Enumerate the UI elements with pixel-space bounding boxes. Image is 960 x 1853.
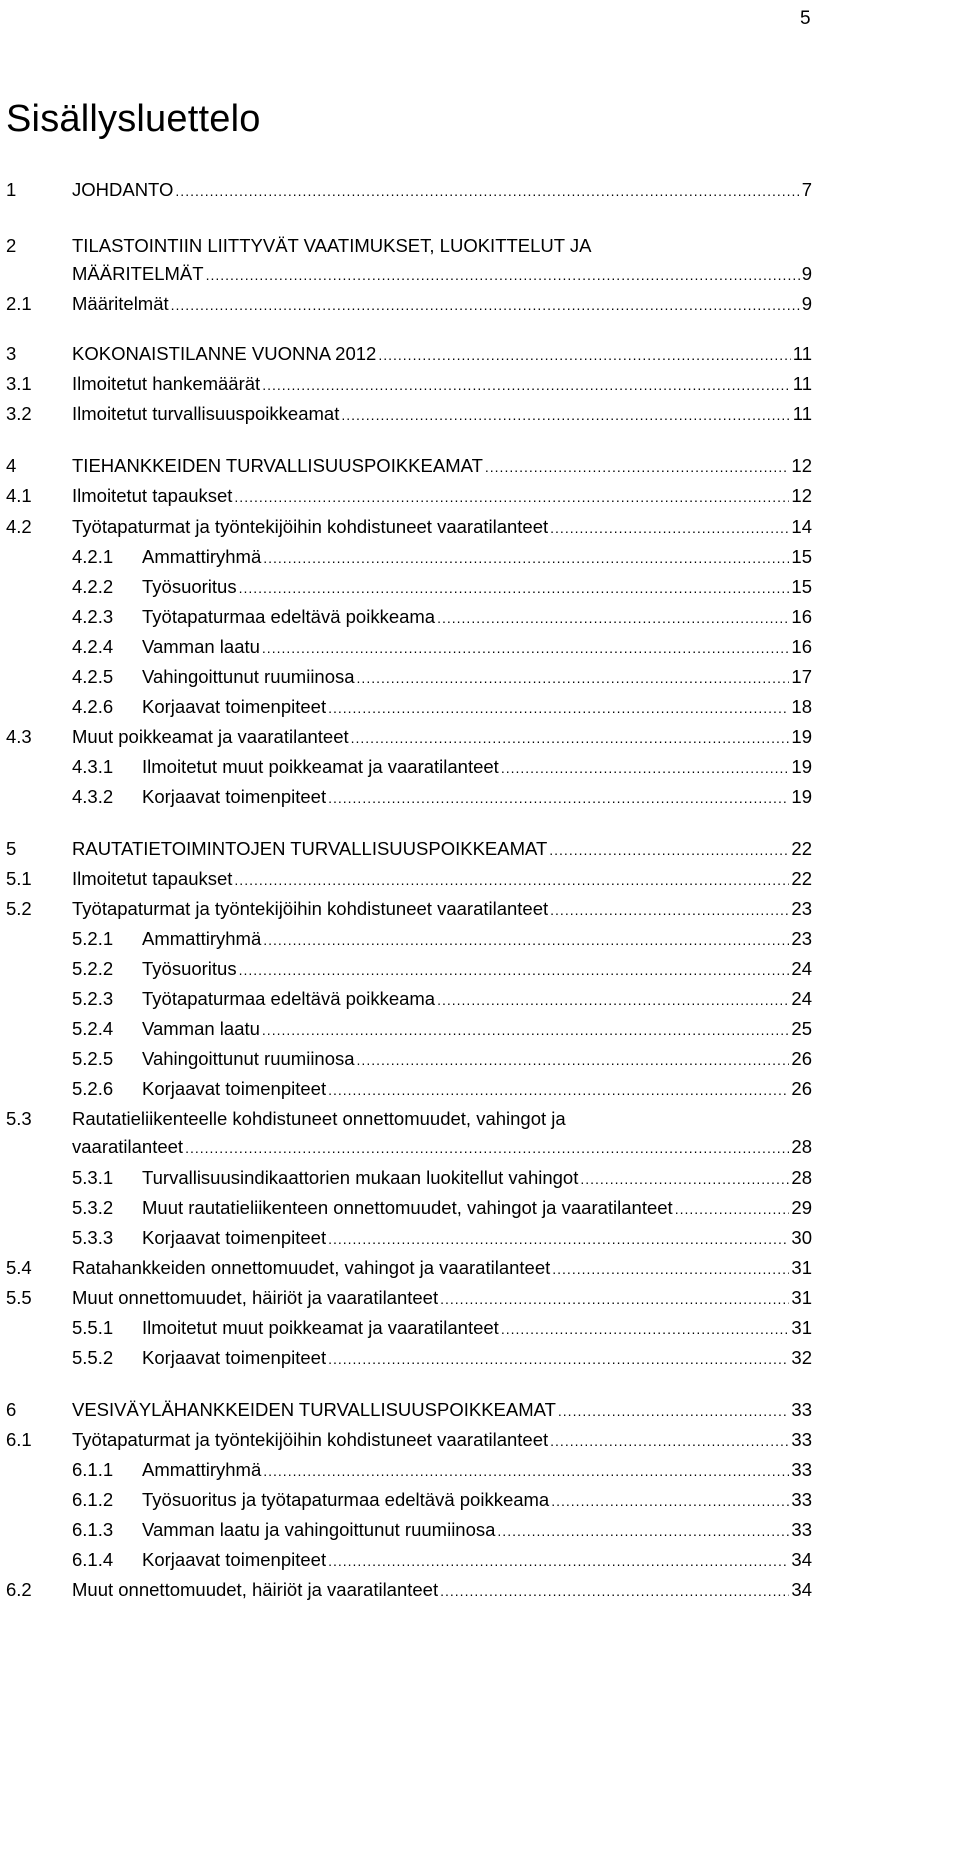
toc-entry-title: Ilmoitetut tapaukset — [72, 485, 233, 506]
toc-entry-line — [142, 573, 812, 602]
toc-entry-number: 4.2.2 — [72, 576, 114, 597]
toc-entry-title: VESIVÄYLÄHANKKEIDEN TURVALLISUUSPOIKKEAMAT — [72, 1399, 556, 1420]
toc-entry-number: 3.1 — [6, 373, 32, 394]
toc-entry-line — [142, 985, 812, 1014]
toc-entry-number: 5.3.2 — [72, 1197, 114, 1218]
toc-entry-number: 4.2.1 — [72, 546, 114, 567]
toc-entry-number: 4.2.6 — [72, 696, 114, 717]
toc-entry-title: Työtapaturmaa edeltävä poikkeama — [142, 988, 436, 1009]
toc-entry-page: 31 — [791, 1287, 812, 1308]
toc-entry-page: 11 — [792, 373, 812, 394]
toc-entry-page: 33 — [791, 1429, 812, 1450]
toc-entry-line — [72, 1426, 812, 1455]
toc-entry[interactable] — [0, 1224, 812, 1252]
toc-entry-number: 6.1.2 — [72, 1489, 114, 1510]
toc-entry-line — [72, 1254, 812, 1283]
toc-entry-line — [72, 290, 812, 319]
toc-entry[interactable] — [0, 340, 812, 368]
toc-entry-line — [72, 176, 812, 205]
toc-entry[interactable] — [0, 1456, 812, 1484]
dot-leader — [580, 1165, 789, 1193]
toc-entry-number: 6.1.4 — [72, 1549, 114, 1570]
toc-entry-title: Ilmoitetut hankemäärät — [72, 373, 261, 394]
toc-entry-line — [142, 1045, 812, 1074]
toc-entry-line — [72, 895, 812, 924]
toc-entry-page: 25 — [791, 1018, 812, 1039]
toc-entry-title: Ammattiryhmä — [142, 928, 262, 949]
toc-entry-page: 33 — [791, 1519, 812, 1540]
toc-entry-number: 5.2.1 — [72, 928, 114, 949]
toc-entry-line — [142, 693, 812, 722]
dot-leader — [175, 177, 799, 205]
toc-entry-page: 28 — [791, 1136, 812, 1157]
toc-entry-line — [72, 865, 812, 894]
toc-entry-title: Ilmoitetut muut poikkeamat ja vaaratilanteet — [142, 756, 499, 777]
toc-entry-number: 4 — [6, 455, 17, 476]
toc-entry-line — [142, 1224, 812, 1253]
dot-leader — [206, 261, 800, 289]
toc-entry-line — [142, 925, 812, 954]
toc-entry[interactable] — [0, 783, 812, 811]
toc-entry-page: 33 — [791, 1399, 812, 1420]
toc-entry-title: Työtapaturmat ja työntekijöihin kohdistuneet vaaratilanteet — [72, 516, 549, 537]
toc-entry-number: 5.1 — [6, 868, 32, 889]
toc-entry-title: Vamman laatu — [142, 636, 260, 657]
dot-leader — [262, 371, 791, 399]
toc-entry[interactable] — [0, 693, 812, 721]
toc-entry[interactable] — [0, 573, 812, 601]
toc-entry-page: 26 — [791, 1078, 812, 1099]
toc-entry-title: Turvallisuusindikaattorien mukaan luokitellut vahingot — [142, 1167, 579, 1188]
toc-entry-title: Korjaavat toimenpiteet — [142, 1549, 327, 1570]
toc-entry-page: 9 — [801, 293, 812, 314]
toc-entry-number: 5.2.2 — [72, 958, 114, 979]
dot-leader — [551, 1487, 789, 1515]
toc-entry-title: Ilmoitetut turvallisuuspoikkeamat — [72, 403, 340, 424]
dot-leader — [501, 1315, 790, 1343]
toc-entry-title: Muut onnettomuudet, häiriöt ja vaaratilanteet — [72, 1287, 439, 1308]
toc-entry-page: 15 — [791, 576, 812, 597]
toc-entry-line — [72, 400, 812, 429]
toc-entry[interactable] — [0, 290, 812, 318]
toc-entry-title: Vahingoittunut ruumiinosa — [142, 666, 355, 687]
toc-entry-title: MÄÄRITELMÄT — [72, 263, 204, 284]
dot-leader — [351, 724, 790, 752]
dot-leader — [357, 664, 790, 692]
toc-entry-page: 16 — [791, 636, 812, 657]
toc-entry[interactable] — [0, 723, 812, 751]
dot-leader — [328, 1345, 789, 1373]
toc-entry-title: RAUTATIETOIMINTOJEN TURVALLISUUSPOIKKEAMAT — [72, 838, 548, 859]
toc-entry-title: JOHDANTO — [72, 179, 174, 200]
dot-leader — [550, 1427, 789, 1455]
toc-entry-title: Korjaavat toimenpiteet — [142, 1227, 327, 1248]
dot-leader — [501, 754, 790, 782]
dot-leader — [440, 1577, 789, 1605]
toc-entry-number: 4.2.3 — [72, 606, 114, 627]
toc-entry[interactable] — [0, 1284, 812, 1312]
toc-entry-page: 31 — [791, 1317, 812, 1338]
toc-entry[interactable] — [0, 1344, 812, 1372]
toc-entry-page: 24 — [791, 988, 812, 1009]
dot-leader — [234, 866, 789, 894]
toc-entry[interactable] — [0, 925, 812, 953]
toc-entry[interactable] — [0, 1254, 812, 1282]
toc-entry-line — [72, 835, 812, 864]
toc-entry-line — [72, 1396, 812, 1425]
toc-entry-page: 16 — [791, 606, 812, 627]
dot-leader — [550, 896, 789, 924]
toc-entry-title-line1: Rautatieliikenteelle kohdistuneet onnettomuudet, vahingot ja — [72, 1108, 566, 1129]
page-title: Sisällysluettelo — [6, 98, 261, 140]
dot-leader — [437, 986, 789, 1014]
toc-entry-number: 2.1 — [6, 293, 32, 314]
toc-entry[interactable] — [0, 895, 812, 923]
toc-entry-line — [72, 1133, 812, 1162]
toc-entry-number: 6 — [6, 1399, 17, 1420]
dot-leader — [185, 1134, 789, 1162]
toc-entry-line — [142, 783, 812, 812]
toc-entry-line — [142, 663, 812, 692]
toc-entry-title: Työtapaturmaa edeltävä poikkeama — [142, 606, 436, 627]
toc-entry-title: Ilmoitetut muut poikkeamat ja vaaratilanteet — [142, 1317, 499, 1338]
toc-entry[interactable] — [0, 1314, 812, 1342]
toc-entry-title: Määritelmät — [72, 293, 169, 314]
toc-entry-line — [72, 1576, 812, 1605]
dot-leader — [262, 1016, 790, 1044]
toc-entry-title: Ilmoitetut tapaukset — [72, 868, 233, 889]
toc-entry-line — [142, 633, 812, 662]
toc-entry-page: 9 — [801, 263, 812, 284]
toc-entry-number: 5.4 — [6, 1257, 32, 1278]
dot-leader — [558, 1397, 790, 1425]
toc-entry-page: 15 — [791, 546, 812, 567]
toc-entry-page: 30 — [791, 1227, 812, 1248]
toc-entry-line — [142, 1516, 812, 1545]
toc-entry-number: 6.1 — [6, 1429, 32, 1450]
toc-entry[interactable] — [0, 753, 812, 781]
toc-entry-line — [72, 370, 812, 399]
toc-entry-number: 4.2 — [6, 516, 32, 537]
toc-entry[interactable] — [0, 633, 812, 661]
toc-entry-line — [142, 543, 812, 572]
toc-entry-title: KOKONAISTILANNE VUONNA 2012 — [72, 343, 377, 364]
toc-entry-number: 3 — [6, 343, 17, 364]
toc-entry[interactable] — [0, 482, 812, 510]
toc-entry-line — [72, 452, 812, 481]
toc-entry-title: vaaratilanteet — [72, 1136, 184, 1157]
dot-leader — [437, 604, 789, 632]
toc-entry-line — [72, 1284, 812, 1313]
toc-entry-title: Ratahankkeiden onnettomuudet, vahingot ja vaaratilanteet — [72, 1257, 551, 1278]
toc-entry[interactable] — [0, 1194, 812, 1222]
toc-entry-page: 34 — [791, 1549, 812, 1570]
toc-entry-page: 12 — [791, 485, 812, 506]
toc-entry-line — [142, 1546, 812, 1575]
toc-entry[interactable] — [0, 1396, 812, 1424]
toc-entry-line — [142, 1486, 812, 1515]
toc-entry-line — [142, 1456, 812, 1485]
toc-entry-number: 5.5.2 — [72, 1347, 114, 1368]
toc-entry-page: 24 — [791, 958, 812, 979]
toc-entry-title: Vamman laatu — [142, 1018, 260, 1039]
toc-entry-title: Korjaavat toimenpiteet — [142, 696, 327, 717]
dot-leader — [239, 956, 790, 984]
toc-entry-title: Työsuoritus ja työtapaturmaa edeltävä poikkeama — [142, 1489, 550, 1510]
toc-entry-title: TIEHANKKEIDEN TURVALLISUUSPOIKKEAMAT — [72, 455, 483, 476]
toc-entry-page: 28 — [791, 1167, 812, 1188]
toc-entry-number: 3.2 — [6, 403, 32, 424]
toc-entry[interactable] — [0, 1045, 812, 1073]
toc-entry-number: 6.2 — [6, 1579, 32, 1600]
toc-entry-number: 4.1 — [6, 485, 32, 506]
toc-entry[interactable] — [0, 663, 812, 691]
dot-leader — [341, 401, 790, 429]
toc-entry-number: 4.2.5 — [72, 666, 114, 687]
toc-entry-line — [142, 1314, 812, 1343]
toc-entry-page: 11 — [792, 403, 812, 424]
toc-entry-number: 2 — [6, 235, 17, 256]
toc-entry-line — [142, 1194, 812, 1223]
toc-entry-title: Työtapaturmat ja työntekijöihin kohdistuneet vaaratilanteet — [72, 898, 549, 919]
toc-entry-page: 12 — [791, 455, 812, 476]
toc-entry-page: 17 — [791, 666, 812, 687]
dot-leader — [440, 1285, 789, 1313]
dot-leader — [328, 784, 789, 812]
toc-entry-line — [72, 340, 812, 369]
dot-leader — [552, 1255, 789, 1283]
toc-entry-number: 6.1.3 — [72, 1519, 114, 1540]
toc-entry-number: 5.2.6 — [72, 1078, 114, 1099]
toc-entry[interactable] — [0, 835, 812, 863]
toc-entry-title: Korjaavat toimenpiteet — [142, 1078, 327, 1099]
dot-leader — [328, 694, 789, 722]
dot-leader — [485, 453, 790, 481]
toc-entry[interactable] — [0, 1516, 812, 1544]
toc-entry-page: 19 — [791, 786, 812, 807]
toc-entry-page: 19 — [791, 756, 812, 777]
toc-entry-number: 4.3.2 — [72, 786, 114, 807]
toc-entry-page: 22 — [791, 838, 812, 859]
dot-leader — [549, 836, 789, 864]
toc-entry-number: 5.2.5 — [72, 1048, 114, 1069]
toc-entry-number: 5.3.3 — [72, 1227, 114, 1248]
toc-entry-title-line1: TILASTOINTIIN LIITTYVÄT VAATIMUKSET, LUOKITTELUT JA — [72, 235, 592, 256]
toc-entry-page: 7 — [801, 179, 812, 200]
dot-leader — [328, 1076, 789, 1104]
toc-entry-number: 4.3.1 — [72, 756, 114, 777]
toc-entry-page: 31 — [791, 1257, 812, 1278]
toc-entry[interactable] — [0, 452, 812, 480]
dot-leader — [262, 634, 790, 662]
dot-leader — [171, 291, 800, 319]
toc-entry[interactable] — [0, 603, 812, 631]
toc-entry-page: 19 — [791, 726, 812, 747]
toc-entry-line — [142, 1344, 812, 1373]
toc-entry-number: 5.2 — [6, 898, 32, 919]
toc-entry-title: Muut onnettomuudet, häiriöt ja vaaratilanteet — [72, 1579, 439, 1600]
toc-entry[interactable] — [0, 1075, 812, 1103]
dot-leader — [239, 574, 790, 602]
dot-leader — [263, 1457, 789, 1485]
dot-leader — [378, 341, 790, 369]
toc-entry-number: 5.3.1 — [72, 1167, 114, 1188]
toc-entry[interactable] — [0, 232, 812, 288]
toc-entry-title: Vamman laatu ja vahingoittunut ruumiinosa — [142, 1519, 496, 1540]
toc-entry[interactable] — [0, 1426, 812, 1454]
toc-entry[interactable] — [0, 513, 812, 541]
toc-entry-page: 18 — [791, 696, 812, 717]
dot-leader — [675, 1195, 790, 1223]
toc-entry-title: Korjaavat toimenpiteet — [142, 786, 327, 807]
toc-entry-title: Muut poikkeamat ja vaaratilanteet — [72, 726, 349, 747]
toc-entry[interactable] — [0, 1015, 812, 1043]
toc-entry-line — [72, 723, 812, 752]
toc-entry[interactable] — [0, 865, 812, 893]
toc-entry[interactable] — [0, 543, 812, 571]
toc-entry-line — [142, 603, 812, 632]
toc-entry-number: 6.1.1 — [72, 1459, 114, 1480]
toc-entry[interactable] — [0, 400, 812, 428]
toc-entry-number: 5.2.3 — [72, 988, 114, 1009]
toc-entry[interactable] — [0, 176, 812, 204]
page-number: 5 — [800, 8, 811, 29]
dot-leader — [497, 1517, 789, 1545]
toc-entry-line — [72, 482, 812, 511]
toc-entry-number: 5.5 — [6, 1287, 32, 1308]
toc-entry-page: 26 — [791, 1048, 812, 1069]
toc-entry[interactable] — [0, 1486, 812, 1514]
toc-entry-number: 5.3 — [6, 1108, 32, 1129]
dot-leader — [357, 1046, 790, 1074]
toc-entry-page: 14 — [791, 516, 812, 537]
dot-leader — [263, 544, 789, 572]
toc-entry-page: 33 — [791, 1489, 812, 1510]
toc-entry-title: Korjaavat toimenpiteet — [142, 1347, 327, 1368]
toc-entry-page: 33 — [791, 1459, 812, 1480]
toc-entry-line — [142, 753, 812, 782]
toc-entry-title: Työsuoritus — [142, 576, 237, 597]
toc-entry-line — [142, 1164, 812, 1193]
toc-entry-number: 5 — [6, 838, 17, 859]
toc-entry[interactable] — [0, 955, 812, 983]
toc-entry-number: 4.3 — [6, 726, 32, 747]
toc-entry-page: 22 — [791, 868, 812, 889]
toc-entry-page: 34 — [791, 1579, 812, 1600]
toc-entry-page: 29 — [791, 1197, 812, 1218]
toc-entry-line — [72, 260, 812, 289]
toc-entry-title: Vahingoittunut ruumiinosa — [142, 1048, 355, 1069]
toc-entry-title: Ammattiryhmä — [142, 546, 262, 567]
toc-entry-title: Ammattiryhmä — [142, 1459, 262, 1480]
toc-entry-number: 1 — [6, 179, 17, 200]
toc-entry[interactable] — [0, 1164, 812, 1192]
dot-leader — [234, 483, 789, 511]
dot-leader — [328, 1547, 789, 1575]
toc-entry-title: Muut rautatieliikenteen onnettomuudet, vahingot ja vaaratilanteet — [142, 1197, 673, 1218]
toc-entry-number: 5.2.4 — [72, 1018, 114, 1039]
toc-entry-line — [72, 513, 812, 542]
toc-entry[interactable] — [0, 985, 812, 1013]
toc-entry-line — [142, 1075, 812, 1104]
toc-entry-line — [142, 1015, 812, 1044]
dot-leader — [328, 1225, 789, 1253]
toc-entry[interactable] — [0, 1546, 812, 1574]
toc-entry-number: 5.5.1 — [72, 1317, 114, 1338]
toc-entry-title: Työsuoritus — [142, 958, 237, 979]
toc-entry[interactable] — [0, 1105, 812, 1161]
toc-entry-page: 23 — [791, 928, 812, 949]
dot-leader — [263, 926, 789, 954]
toc-entry-page: 32 — [791, 1347, 812, 1368]
toc-entry-page: 23 — [791, 898, 812, 919]
toc-entry-page: 11 — [792, 343, 812, 364]
toc-entry[interactable] — [0, 370, 812, 398]
toc-entry-line — [142, 955, 812, 984]
toc-entry[interactable] — [0, 1576, 812, 1604]
dot-leader — [550, 514, 789, 542]
toc-entry-title: Työtapaturmat ja työntekijöihin kohdistuneet vaaratilanteet — [72, 1429, 549, 1450]
toc-entry-number: 4.2.4 — [72, 636, 114, 657]
